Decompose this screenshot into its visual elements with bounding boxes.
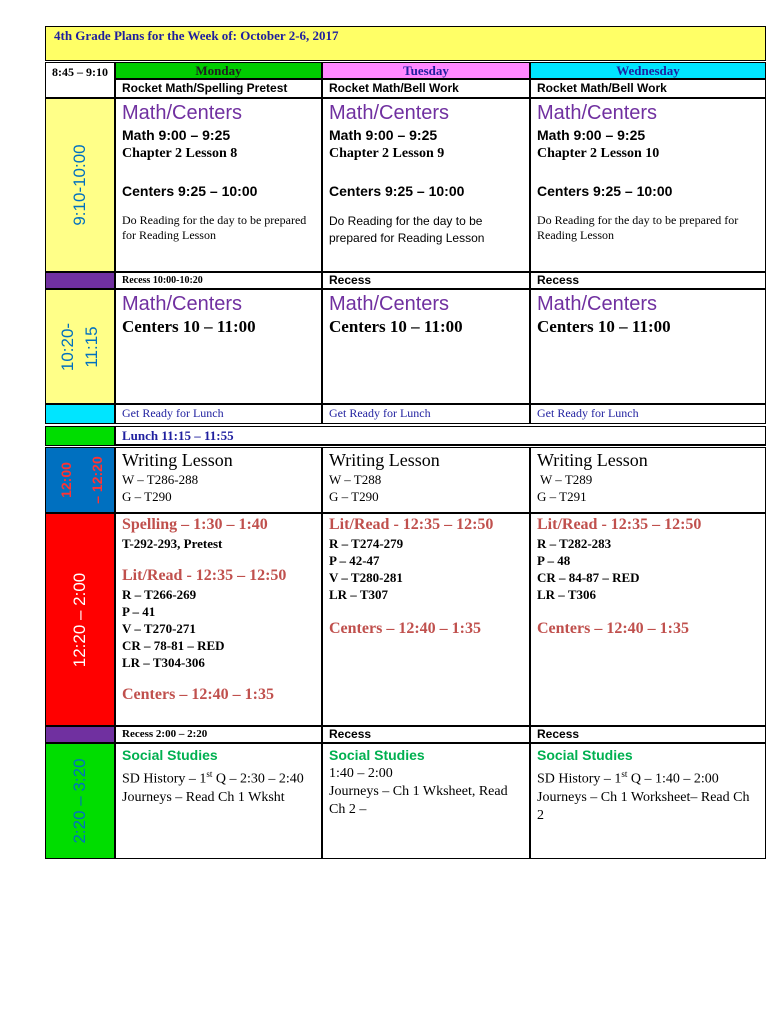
monday-writing-cell: Writing Lesson W – T286-288 G – T290 (115, 447, 322, 513)
tuesday-reading-cell: Lit/Read - 12:35 – 12:50 R – T274-279 P – 42-47 V – T280-281 LR – T307 Centers – 12:40 – 1:35 (322, 513, 530, 726)
wednesday-writing-cell: Writing Lesson W – T289 G – T291 (530, 447, 766, 513)
wednesday-bell: Rocket Math/Bell Work (530, 79, 766, 98)
monday-centers-cell: Math/Centers Centers 10 – 11:00 (115, 289, 322, 404)
tuesday-math-cell: Math/Centers Math 9:00 – 9:25 Chapter 2 Lesson 9 Centers 9:25 – 10:00 Do Reading for the day to be prepared for Reading Lesson (322, 98, 530, 272)
monday-sd-history: SD History – 1st Q – 2:30 – 2:40 (122, 769, 304, 787)
monday-reading-cell: Spelling – 1:30 – 1:40 T-292-293, Pretest Lit/Read - 12:35 – 12:50 R – T266-269 P – 41 V – T270-271 CR – 78-81 – RED LR – T304-306 Centers – 12:40 – 1:35 (115, 513, 322, 726)
monday-recess2: Recess 2:00 – 2:20 (115, 726, 322, 743)
time-block4: 12:20 – 2:00 (45, 513, 115, 726)
tuesday-header: Tuesday (322, 62, 530, 79)
time-block1: 9:10-10:00 (45, 98, 115, 272)
recess-color-1 (45, 272, 115, 289)
lunch-row: Lunch 11:15 – 11:55 (115, 426, 766, 446)
time-block5: 2:20 – 3:20 (45, 743, 115, 859)
wednesday-lunch-ready: Get Ready for Lunch (530, 404, 766, 424)
lunch-color (45, 426, 115, 446)
lunch-ready-color (45, 404, 115, 424)
recess-color-2 (45, 726, 115, 743)
time-block3: 12:00 – 12:20 (45, 447, 115, 513)
tuesday-lunch-ready: Get Ready for Lunch (322, 404, 530, 424)
wednesday-sd-history: SD History – 1st Q – 1:40 – 2:00 (537, 769, 719, 787)
wednesday-reading-cell: Lit/Read - 12:35 – 12:50 R – T282-283 P – 48 CR – 84-87 – RED LR – T306 Centers – 12:40 – 1:35 (530, 513, 766, 726)
wednesday-recess: Recess (530, 272, 766, 289)
tuesday-writing-cell: Writing Lesson W – T288 G – T290 (322, 447, 530, 513)
wednesday-math-cell: Math/Centers Math 9:00 – 9:25 Chapter 2 Lesson 10 Centers 9:25 – 10:00 Do Reading for the day to be prepared for Reading Lesson (530, 98, 766, 272)
wednesday-header: Wednesday (530, 62, 766, 79)
time-block2: 10:20- 11:15 (45, 289, 115, 404)
title-bar (45, 26, 766, 61)
page-title: 4th Grade Plans for the Week of: October 2-6, 2017 (54, 28, 339, 43)
wednesday-centers-cell: Math/Centers Centers 10 – 11:00 (530, 289, 766, 404)
monday-header: Monday (115, 62, 322, 79)
tuesday-recess: Recess (322, 272, 530, 289)
time-first: 8:45 – 9:10 (45, 62, 115, 98)
tuesday-centers-cell: Math/Centers Centers 10 – 11:00 (322, 289, 530, 404)
tuesday-recess2: Recess (322, 726, 530, 743)
monday-lunch-ready: Get Ready for Lunch (115, 404, 322, 424)
monday-bell: Rocket Math/Spelling Pretest (115, 79, 322, 98)
monday-math-cell: Math/Centers Math 9:00 – 9:25 Chapter 2 Lesson 8 Centers 9:25 – 10:00 Do Reading for the day to be prepared for Reading Lesson (115, 98, 322, 272)
tuesday-bell: Rocket Math/Bell Work (322, 79, 530, 98)
monday-ss-cell: Social Studies SD History – 1st Q – 2:30 – 2:40 Journeys – Read Ch 1 Wksht (115, 743, 322, 859)
wednesday-ss-cell: Social Studies SD History – 1st Q – 1:40 – 2:00 Journeys – Ch 1 Worksheet– Read Ch 2 (530, 743, 766, 859)
tuesday-ss-cell: Social Studies 1:40 – 2:00 Journeys – Ch 1 Wksheet, Read Ch 2 – (322, 743, 530, 859)
monday-recess: Recess 10:00-10:20 (115, 272, 322, 289)
wednesday-recess2: Recess (530, 726, 766, 743)
